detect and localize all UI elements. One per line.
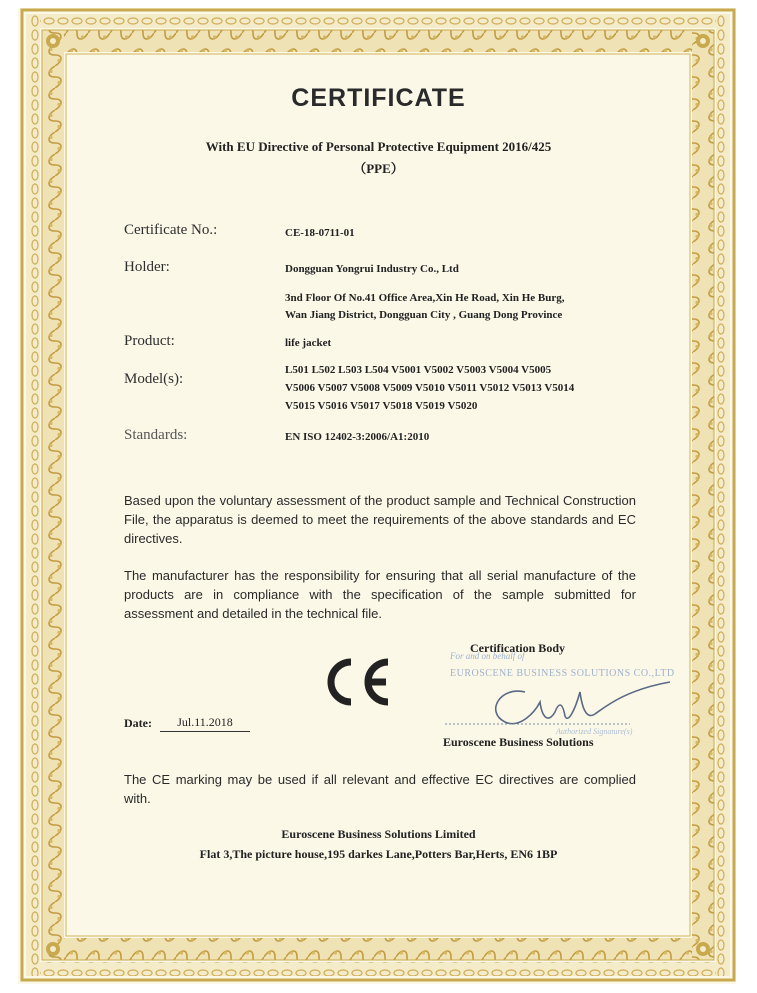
stamp-behalf-text: For and on behalf of — [450, 651, 525, 661]
stamp-company-text: EUROSCENE BUSINESS SOLUTIONS CO.,LTD — [450, 668, 675, 679]
footer-address: Flat 3,The picture house,195 darkes Lane,Potters Bar,Herts, EN6 1BP — [199, 847, 558, 861]
certificate-no-label: Certificate No.: — [124, 222, 218, 238]
certification-body-name: Euroscene Business Solutions — [443, 735, 594, 749]
ce-marking-paragraph: The CE marking may be used if all relevant and effective EC directives are complied with. — [124, 772, 636, 806]
models-line1: L501 L502 L503 L504 V5001 V5002 V5003 V5004 V5005 — [285, 364, 552, 376]
certificate-title: CERTIFICATE — [291, 84, 466, 112]
product-value: life jacket — [285, 337, 332, 349]
date-label: Date: — [124, 716, 152, 730]
product-label: Product: — [124, 333, 175, 349]
directive-subtitle: With EU Directive of Personal Protective Equipment 2016/425 — [205, 139, 552, 154]
holder-address-line2: Wan Jiang District, Dongguan City , Guang Dong Province — [285, 309, 563, 321]
date-value: Jul.11.2018 — [160, 715, 250, 732]
footer-company: Euroscene Business Solutions Limited — [281, 827, 476, 841]
ce-mark-icon — [320, 650, 392, 714]
standards-value: EN ISO 12402-3:2006/A1:2010 — [285, 431, 430, 443]
standards-label: Standards: — [124, 427, 188, 443]
models-line3: V5015 V5016 V5017 V5018 V5019 V5020 — [285, 400, 478, 412]
stamp-authorized-text: Authorized Signature(s) — [556, 727, 633, 736]
holder-address-line1: 3nd Floor Of No.41 Office Area,Xin He Road, Xin He Burg, — [285, 292, 565, 304]
assessment-paragraph: Based upon the voluntary assessment of the product sample and Technical Construction File, the apparatus is deemed to meet the requirements of the above standards and EC directives. — [124, 493, 636, 546]
ppe-subtitle: （PPE） — [353, 161, 404, 176]
holder-label: Holder: — [124, 259, 170, 275]
certificate-no-value: CE-18-0711-01 — [285, 227, 355, 239]
signature-icon — [430, 672, 680, 742]
certification-body-title: Certification Body — [470, 641, 565, 655]
holder-name: Dongguan Yongrui Industry Co., Ltd — [285, 263, 459, 275]
models-line2: V5006 V5007 V5008 V5009 V5010 V5011 V5012 V5013 V5014 — [285, 382, 575, 394]
manufacturer-paragraph: The manufacturer has the responsibility for ensuring that all serial manufacture of the products are in compliance with the specification of the sample submitted for assessment and detailed in the technical file. — [124, 568, 636, 621]
models-label: Model(s): — [124, 371, 184, 387]
